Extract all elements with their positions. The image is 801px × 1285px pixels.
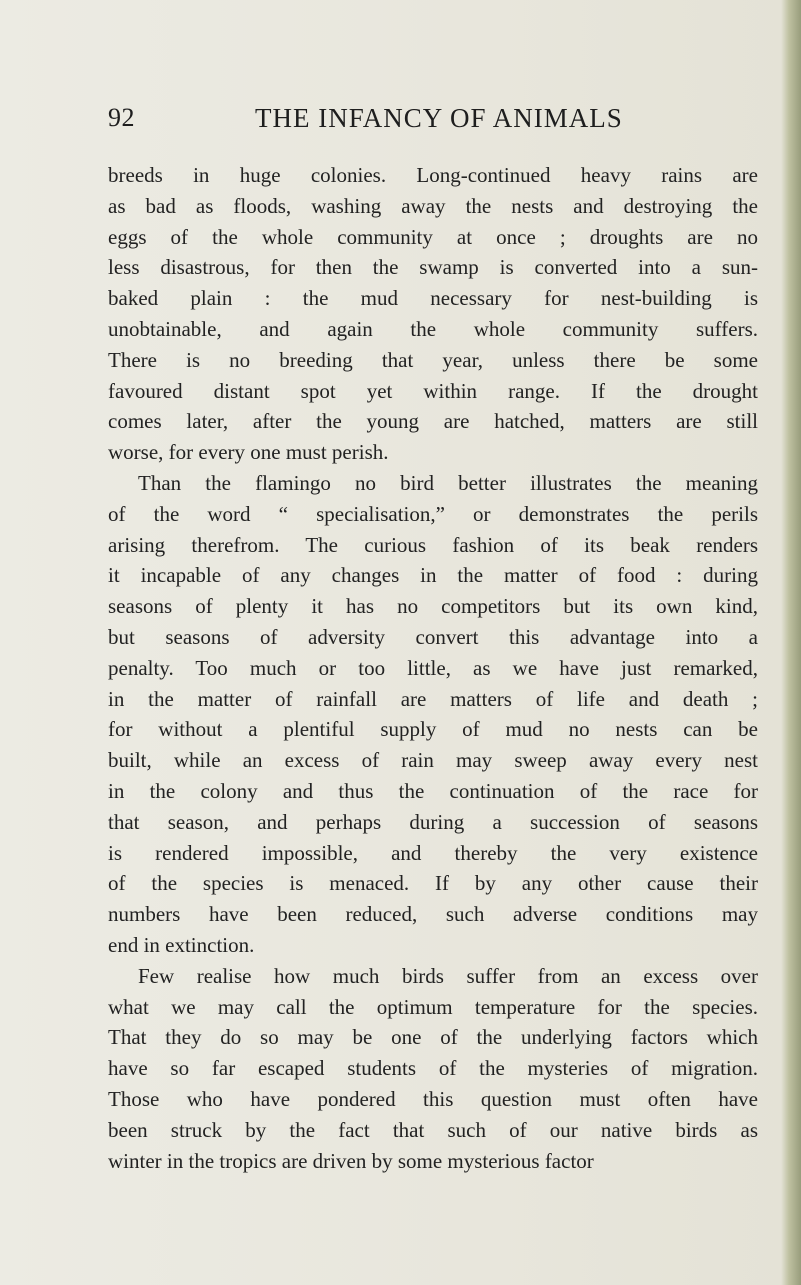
text-line: in the colony and thus the continuation of the race for	[108, 778, 758, 803]
running-title: THE INFANCY OF ANIMALS	[255, 103, 623, 133]
text-line: for without a plentiful supply of mud no nests can be	[108, 717, 758, 742]
text-line: breeds in huge colonies. Long-continued heavy rains are	[108, 163, 758, 187]
page-header	[108, 103, 748, 143]
text-line: eggs of the whole community at once ; droughts are no	[108, 224, 758, 249]
text-line: in the matter of rainfall are matters of life and death ;	[108, 686, 758, 711]
text-line: penalty. Too much or too little, as we have just remarked,	[108, 655, 758, 680]
text-line: less disastrous, for then the swamp is converted into a sun-	[108, 255, 758, 280]
text-line: of the species is menaced. If by any other cause their	[108, 871, 758, 896]
text-line: That they do so may be one of the underlying factors which	[108, 1025, 758, 1050]
paragraph	[108, 160, 758, 468]
text-line: favoured distant spot yet within range. If the drought	[108, 378, 758, 403]
text-line: of the word “ specialisation,” or demonstrates the perils	[108, 501, 758, 526]
text-line: Few realise how much birds suffer from an excess over	[138, 963, 758, 988]
text-line: arising therefrom. The curious fashion of its beak renders	[108, 532, 758, 557]
text-line: that season, and perhaps during a succession of seasons	[108, 809, 758, 834]
text-line: but seasons of adversity convert this advantage into a	[108, 624, 758, 649]
text-line: what we may call the optimum temperature for the species.	[108, 994, 758, 1019]
text-line: baked plain : the mud necessary for nest-building is	[108, 286, 758, 311]
paragraph	[108, 468, 758, 961]
text-line: worse, for every one must perish.	[108, 440, 389, 465]
text-line: Than the flamingo no bird better illustrates the meaning	[138, 470, 758, 495]
text-line: is rendered impossible, and thereby the very existence	[108, 840, 758, 865]
text-line: end in extinction.	[108, 932, 255, 957]
page-number: 92	[108, 103, 135, 132]
text-line: it incapable of any changes in the matter of food : during	[108, 563, 758, 588]
text-line: numbers have been reduced, such adverse conditions may	[108, 902, 758, 927]
text-line: winter in the tropics are driven by some mysterious factor	[108, 1148, 594, 1173]
text-line: comes later, after the young are hatched, matters are still	[108, 409, 758, 434]
text-line: There is no breeding that year, unless there be some	[108, 347, 758, 372]
text-line: been struck by the fact that such of our native birds as	[108, 1117, 758, 1142]
text-line: built, while an excess of rain may sweep away every nest	[108, 748, 758, 773]
body-text	[108, 160, 758, 1176]
text-line: unobtainable, and again the whole community suffers.	[108, 316, 758, 341]
text-line: as bad as floods, washing away the nests and destroying the	[108, 193, 758, 218]
text-line: have so far escaped students of the mysteries of migration.	[108, 1056, 758, 1081]
text-line: Those who have pondered this question must often have	[108, 1086, 758, 1111]
page-binding-edge	[781, 0, 801, 1285]
text-line: seasons of plenty it has no competitors but its own kind,	[108, 594, 758, 619]
paragraph	[108, 961, 758, 1177]
